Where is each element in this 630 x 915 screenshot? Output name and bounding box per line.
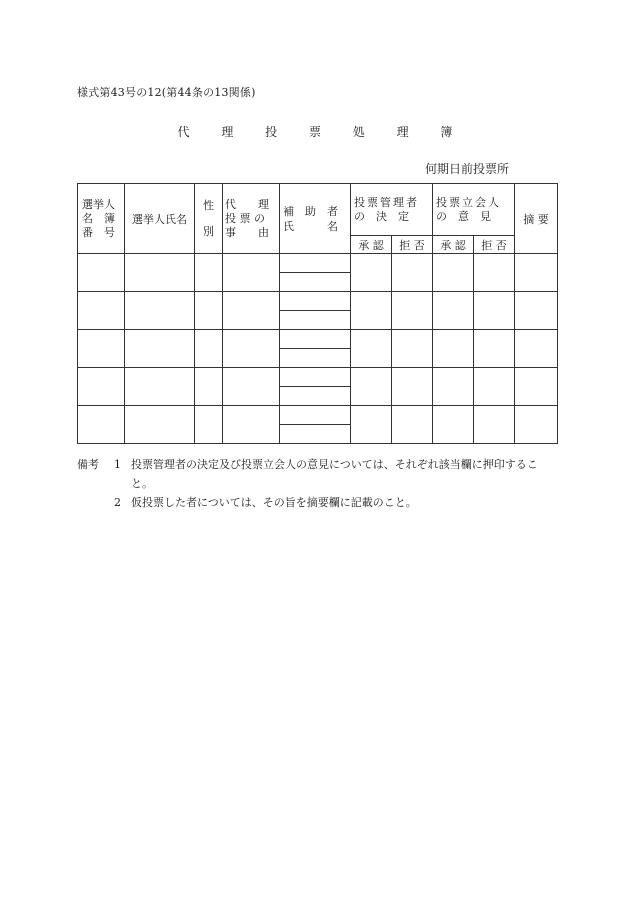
assistant-name-cell[interactable]	[280, 292, 351, 311]
header-manager-decision-line: の 決 定	[354, 209, 409, 223]
header-witness-opinion	[433, 184, 515, 236]
header-manager-decision	[351, 184, 433, 236]
table-row	[78, 406, 558, 425]
assistant-name-cell[interactable]	[280, 349, 351, 368]
witness-approve-cell[interactable]	[433, 368, 474, 406]
voter-name-cell[interactable]	[125, 254, 195, 292]
proxy-reason-cell[interactable]	[223, 330, 280, 368]
remarks	[77, 455, 541, 512]
remarks-label-spacer	[77, 493, 114, 512]
header-assistant-name-line: 補 助 者	[283, 204, 338, 218]
table-row	[78, 254, 558, 273]
voter-name-cell[interactable]	[125, 368, 195, 406]
remark-item	[77, 493, 541, 512]
assistant-name-cell[interactable]	[280, 330, 351, 349]
proxy-voting-register-table	[77, 183, 558, 444]
header-witness-approve: 承 認	[433, 236, 474, 254]
header-register-number-line: 選挙人	[82, 197, 115, 211]
header-witness-refuse: 拒 否	[474, 236, 515, 254]
witness-refuse-cell[interactable]	[474, 368, 515, 406]
header-sex-line: 別	[203, 224, 214, 238]
header-assistant-name	[280, 184, 351, 254]
assistant-name-cell[interactable]	[280, 368, 351, 387]
witness-approve-cell[interactable]	[433, 254, 474, 292]
header-sex-line: 性	[203, 198, 214, 212]
witness-approve-cell[interactable]	[433, 292, 474, 330]
register-number-cell[interactable]	[78, 368, 125, 406]
table-row	[78, 330, 558, 349]
remark-number: 2	[114, 496, 121, 509]
header-proxy-reason-line: 投 票 の	[225, 211, 265, 225]
header-proxy-reason-line: 事 由	[225, 225, 269, 239]
voter-name-cell[interactable]	[125, 406, 195, 444]
header-register-number	[78, 184, 125, 254]
voter-name-cell[interactable]	[125, 292, 195, 330]
sex-cell[interactable]	[195, 254, 223, 292]
register-number-cell[interactable]	[78, 406, 125, 444]
proxy-reason-cell[interactable]	[223, 368, 280, 406]
witness-refuse-cell[interactable]	[474, 406, 515, 444]
assistant-name-cell[interactable]	[280, 406, 351, 425]
remark-item	[77, 455, 541, 493]
header-register-number-line: 番 号	[82, 225, 115, 239]
polling-station-name: 何期日前投票所	[424, 162, 509, 176]
register-number-cell[interactable]	[78, 254, 125, 292]
header-manager-refuse: 拒 否	[392, 236, 433, 254]
page-title: 代 理 投 票 処 理 簿	[177, 125, 467, 139]
manager-approve-cell[interactable]	[351, 330, 392, 368]
proxy-reason-cell[interactable]	[223, 406, 280, 444]
manager-approve-cell[interactable]	[351, 406, 392, 444]
header-register-number-line: 名 簿	[82, 211, 115, 225]
assistant-name-cell[interactable]	[280, 254, 351, 273]
summary-cell[interactable]	[515, 406, 558, 444]
manager-refuse-cell[interactable]	[392, 406, 433, 444]
witness-approve-cell[interactable]	[433, 406, 474, 444]
header-proxy-reason-line: 代 理	[225, 197, 269, 211]
witness-approve-cell[interactable]	[433, 330, 474, 368]
table-row	[78, 368, 558, 387]
header-summary: 摘 要	[515, 184, 558, 254]
assistant-name-cell[interactable]	[280, 311, 351, 330]
manager-refuse-cell[interactable]	[392, 368, 433, 406]
manager-approve-cell[interactable]	[351, 292, 392, 330]
form-number: 様式第43号の12(第44条の13関係)	[77, 86, 256, 99]
table-row	[78, 292, 558, 311]
manager-approve-cell[interactable]	[351, 254, 392, 292]
header-manager-decision-line: 投票管理者	[354, 195, 419, 209]
header-witness-opinion-line: の 意 見	[436, 209, 491, 223]
register-number-cell[interactable]	[78, 330, 125, 368]
manager-refuse-cell[interactable]	[392, 330, 433, 368]
register-number-cell[interactable]	[78, 292, 125, 330]
header-assistant-name-line: 氏 名	[283, 219, 338, 233]
header-witness-opinion-line: 投票立会人	[436, 195, 501, 209]
summary-cell[interactable]	[515, 368, 558, 406]
assistant-name-cell[interactable]	[280, 425, 351, 444]
manager-refuse-cell[interactable]	[392, 254, 433, 292]
assistant-name-cell[interactable]	[280, 387, 351, 406]
sex-cell[interactable]	[195, 368, 223, 406]
proxy-reason-cell[interactable]	[223, 254, 280, 292]
summary-cell[interactable]	[515, 254, 558, 292]
header-sex	[195, 184, 223, 254]
summary-cell[interactable]	[515, 292, 558, 330]
assistant-name-cell[interactable]	[280, 273, 351, 292]
header-proxy-reason	[223, 184, 280, 254]
header-manager-approve: 承 認	[351, 236, 392, 254]
remark-text: 仮投票した者については、その旨を摘要欄に記載のこと。	[131, 496, 417, 509]
manager-refuse-cell[interactable]	[392, 292, 433, 330]
sex-cell[interactable]	[195, 406, 223, 444]
sex-cell[interactable]	[195, 330, 223, 368]
witness-refuse-cell[interactable]	[474, 292, 515, 330]
remark-text: 投票管理者の決定及び投票立会人の意見については、それぞれ該当欄に押印すること。	[131, 458, 538, 490]
witness-refuse-cell[interactable]	[474, 254, 515, 292]
remarks-label: 備考	[77, 458, 99, 471]
remark-number: 1	[114, 458, 121, 471]
manager-approve-cell[interactable]	[351, 368, 392, 406]
proxy-reason-cell[interactable]	[223, 292, 280, 330]
sex-cell[interactable]	[195, 292, 223, 330]
summary-cell[interactable]	[515, 330, 558, 368]
voter-name-cell[interactable]	[125, 330, 195, 368]
witness-refuse-cell[interactable]	[474, 330, 515, 368]
header-voter-name: 選挙人氏名	[125, 184, 195, 254]
